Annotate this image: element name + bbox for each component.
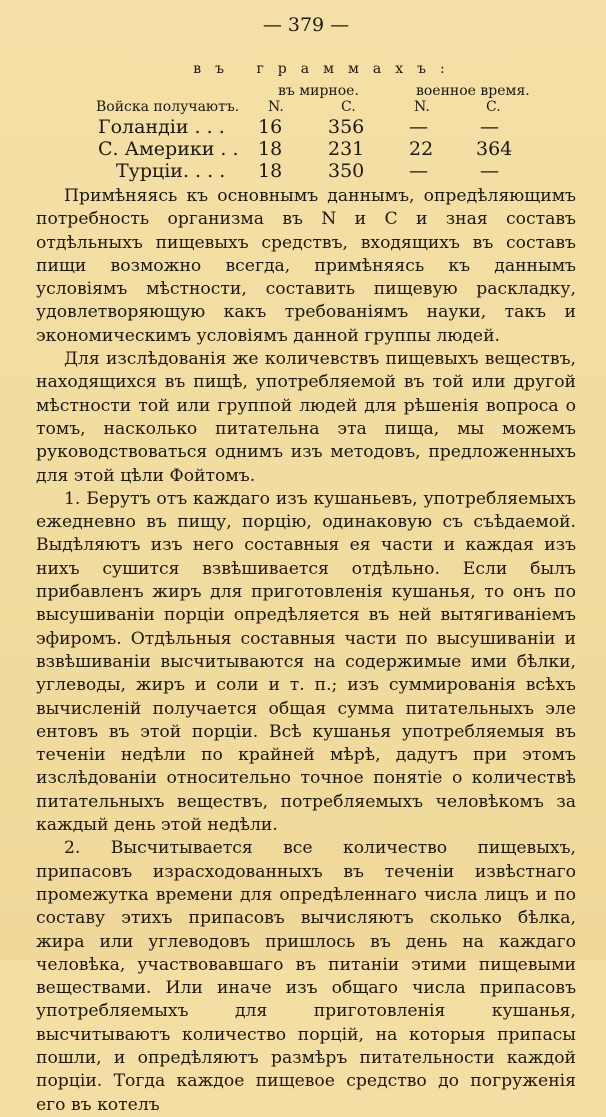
war-c: 364: [476, 138, 513, 160]
body-text: [36, 185, 576, 1117]
row-label: Турцiи. . . .: [116, 160, 226, 182]
paragraph: 2. Высчитывается все количество пищевыхъ, припасовъ израсходованныхъ въ теченiи извѣстнаго промежутка времени для опредѣленнаго числа лицъ и по составу этихъ припасовъ вычисляютъ сколько бѣлка, жира или углеводовъ пришлось въ день на каждаго человѣка, участвовавшаго въ питанiи этими пищевыми веществами. Или иначе изъ общаго числа припасовъ употребляемыхъ для приготовленiя кушанья, высчитываютъ количество порцiй, на которыя припасы пошли, и опредѣляютъ размѣръ питательности каждой порцiи. Тогда каждое пищевое средство до погруженiя его въ котелъ: [36, 838, 576, 1115]
header-war: военное время.: [416, 83, 530, 99]
header-war-n: N.: [414, 99, 430, 115]
rations-table: [36, 81, 576, 181]
header-peace-c: C.: [341, 99, 356, 115]
header-war-c: C.: [486, 99, 501, 115]
peace-c: 356: [328, 116, 365, 138]
peace-n: 16: [258, 116, 283, 138]
war-c: —: [480, 160, 499, 182]
table-row: [36, 160, 576, 182]
peace-n: 18: [258, 138, 283, 160]
table-row: [36, 116, 576, 138]
page-number: — 379 —: [262, 14, 350, 36]
table-caption: въ граммахъ:: [193, 61, 459, 77]
peace-c: 231: [328, 138, 365, 160]
paragraph: 1. Берутъ отъ каждаго изъ кушаньевъ, употребляемыхъ ежедневно въ пищу, порцiю, одинаковую съ съѣдаемой. Выдѣляютъ изъ него составныя ея части и каждая изъ нихъ сушится взвѣшивается отдѣльно. Если былъ прибавленъ жиръ для приготовленiя кушанья, то онъ по высушиванiи порцiи опредѣляется въ ней вытягиванiемъ эфиромъ. Отдѣльныя составныя части по высушиванiи и взвѣшиванiи высчитываются на содержимые ими бѣлки, углеводы, жиръ и соли и т. п.; изъ суммированiя всѣхъ вычисленiй получается общая сумма питательныхъ эле ентовъ въ этой порцiи. Всѣ кушанья употребляемыя въ теченiи недѣли по крайней мѣрѣ, дадутъ при этомъ изслѣдованiи относительно точное понятiе о количествѣ питательныхъ веществъ, потребляемыхъ человѣкомъ за каждый день этой недѣли.: [36, 488, 576, 836]
peace-c: 350: [328, 160, 365, 182]
war-n: —: [409, 160, 428, 182]
row-label: С. Америки . .: [98, 138, 239, 160]
paragraph: Примѣняясь къ основнымъ даннымъ, опредѣляющимъ потребность организма въ N и C и зная составъ отдѣльныхъ пищевыхъ средствъ, входящихъ въ составъ пищи возможно всегда, примѣняясь къ даннымъ условiямъ мѣстности, составить пищевую раскладку, удовлетворяющую какъ требованiямъ науки, такъ и экономическимъ условiямъ данной группы людей.: [36, 186, 576, 346]
paragraph: Для изслѣдованiя же количевствъ пищевыхъ веществъ, находящихся въ пищѣ, употребляемой въ той или другой мѣстности той или группой людей для рѣшенiя вопроса о томъ, насколько питательна эта пища, мы можемъ руководствоваться однимъ изъ методовъ, предложенныхъ для этой цѣли Фойтомъ.: [36, 349, 576, 486]
header-peace-n: N.: [268, 99, 284, 115]
peace-n: 18: [258, 160, 283, 182]
table-row: [36, 138, 576, 160]
war-n: —: [409, 116, 428, 138]
war-c: —: [480, 116, 499, 138]
war-n: 22: [409, 138, 434, 160]
header-peace: въ мирное.: [278, 83, 359, 99]
header-row-label: Войска получаютъ.: [96, 99, 240, 115]
row-label: Голандiи . . .: [98, 116, 225, 138]
